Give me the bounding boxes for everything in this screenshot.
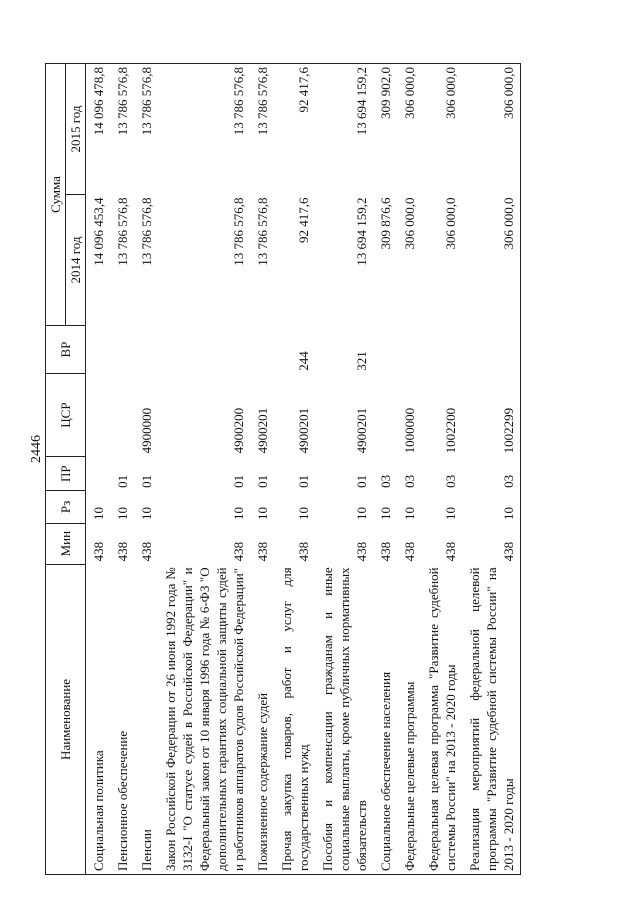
cell-pr	[86, 456, 111, 490]
header-name: Наименование	[46, 564, 86, 874]
cell-name: Пожизненное содержание судей	[255, 692, 270, 871]
cell-y2014: 13 786 576,8	[255, 197, 270, 266]
cell-name: Реализация мероприятий федеральной целевой программы "Развитие судебной системы России" на 2013 - 2020 годы	[467, 567, 516, 871]
table-row	[134, 64, 158, 875]
table-row	[421, 64, 462, 875]
cell-y2014: 306 000,0	[501, 197, 516, 250]
budget-table	[45, 63, 521, 875]
cell-min: 438	[443, 541, 458, 562]
table-body	[86, 64, 521, 875]
page-number: 2446	[29, 435, 44, 463]
cell-y2014: 13 786 576,8	[139, 197, 154, 266]
cell-vr	[397, 325, 421, 373]
header-sum: Сумма	[46, 64, 66, 326]
cell-name: Прочая закупка товаров, работ и услуг для государственных нужд	[279, 567, 311, 871]
cell-csr	[110, 374, 134, 457]
cell-min: 438	[402, 541, 417, 562]
cell-y2014: 306 000,0	[402, 197, 417, 250]
cell-rz: 10	[115, 507, 130, 521]
cell-min: 438	[139, 541, 154, 562]
cell-csr: 4900201	[296, 407, 311, 454]
cell-vr	[86, 325, 111, 373]
cell-csr: 1000000	[402, 407, 417, 454]
header-2014: 2014 год	[66, 195, 86, 326]
cell-min: 438	[378, 541, 393, 562]
cell-pr: 03	[402, 474, 417, 488]
cell-y2015: 14 096 478,8	[91, 67, 106, 136]
cell-y2014: 13 786 576,8	[231, 197, 246, 266]
cell-pr: 01	[231, 474, 246, 488]
cell-y2015: 13 786 576,8	[255, 67, 270, 136]
cell-csr: 4900201	[255, 407, 270, 454]
cell-vr	[110, 325, 134, 373]
cell-csr: 1002200	[443, 407, 458, 454]
cell-y2015: 306 000,0	[443, 67, 458, 119]
cell-csr: 4900201	[354, 407, 369, 454]
table-row	[110, 64, 134, 875]
cell-csr: 1002299	[501, 407, 516, 454]
cell-rz: 10	[402, 507, 417, 521]
cell-rz: 10	[501, 507, 516, 521]
cell-y2014: 309 876,6	[378, 197, 393, 250]
cell-csr: 4900000	[139, 407, 154, 454]
table-row	[158, 64, 250, 875]
cell-vr	[462, 325, 521, 373]
header-rz: Рз	[46, 491, 86, 523]
cell-vr: 244	[296, 351, 311, 371]
cell-name: Пенсионное обеспечение	[115, 730, 130, 871]
cell-vr: 321	[354, 351, 369, 371]
cell-y2015: 306 000,0	[501, 67, 516, 119]
cell-pr: 01	[354, 474, 369, 488]
cell-min: 438	[501, 541, 516, 562]
table-row	[315, 64, 373, 875]
header-min: Мин	[46, 523, 86, 564]
header-csr: ЦСР	[46, 374, 86, 457]
cell-min: 438	[296, 541, 311, 562]
cell-name: Закон Российской Федерации от 26 июня 1992 года № 3132-I "О статусе судей в Российской Федерации" и Федеральный закон от 10 января 1996 года № 6-ФЗ "О дополнительных гарантиях социальной защиты судей и работников аппаратов судов Российской Федерации"	[163, 567, 246, 871]
cell-pr: 03	[443, 474, 458, 488]
cell-min: 438	[255, 541, 270, 562]
cell-pr: 01	[139, 474, 154, 488]
cell-name: Федеральные целевые программы	[402, 681, 417, 871]
cell-name: Пенсии	[139, 829, 154, 871]
cell-csr: 4900200	[231, 407, 246, 454]
cell-pr: 01	[255, 474, 270, 488]
cell-rz: 10	[378, 507, 393, 521]
header-2015: 2015 год	[66, 64, 86, 195]
cell-vr	[421, 325, 462, 373]
cell-name: Пособия и компенсации гражданам и иные социальные выплаты, кроме публичных нормативных обязательств	[320, 567, 369, 871]
cell-pr: 01	[296, 474, 311, 488]
cell-csr	[86, 374, 111, 457]
cell-min: 438	[354, 541, 369, 562]
cell-y2014: 306 000,0	[443, 197, 458, 250]
cell-vr	[158, 325, 250, 373]
cell-rz: 10	[296, 507, 311, 521]
cell-min: 438	[91, 541, 106, 562]
cell-csr	[373, 374, 397, 457]
cell-y2014: 92 417,6	[296, 197, 311, 244]
cell-y2015: 13 786 576,8	[231, 67, 246, 136]
cell-rz: 10	[354, 507, 369, 521]
table-row	[86, 64, 111, 875]
cell-min: 438	[231, 541, 246, 562]
table-row	[373, 64, 397, 875]
cell-rz: 10	[231, 507, 246, 521]
cell-vr	[250, 325, 274, 373]
cell-y2014: 13 786 576,8	[115, 197, 130, 266]
table-row	[250, 64, 274, 875]
cell-y2015: 306 000,0	[402, 67, 417, 119]
cell-y2014: 14 096 453,4	[91, 197, 106, 266]
cell-vr	[134, 325, 158, 373]
cell-name: Федеральная целевая программа "Развитие судебной системы России" на 2013 - 2020 годы	[426, 567, 458, 871]
cell-min: 438	[115, 541, 130, 562]
table-row	[397, 64, 421, 875]
cell-pr: 03	[501, 474, 516, 488]
cell-rz: 10	[139, 507, 154, 521]
cell-rz: 10	[443, 507, 458, 521]
cell-y2015: 13 786 576,8	[115, 67, 130, 136]
cell-y2015: 13 786 576,8	[139, 67, 154, 136]
table-row	[462, 64, 521, 875]
header-vr: ВР	[46, 325, 86, 373]
cell-y2015: 13 694 159,2	[354, 67, 369, 136]
cell-name: Социальное обеспечение населения	[378, 671, 393, 871]
cell-y2015: 309 902,0	[378, 67, 393, 119]
cell-rz: 10	[255, 507, 270, 521]
cell-pr: 01	[115, 474, 130, 488]
header-row	[46, 64, 66, 875]
cell-rz: 10	[91, 507, 106, 521]
cell-y2014: 13 694 159,2	[354, 197, 369, 266]
table-row	[274, 64, 315, 875]
header-pr: ПР	[46, 456, 86, 490]
cell-name: Социальная политика	[91, 750, 106, 871]
cell-pr: 03	[378, 474, 393, 488]
cell-vr	[373, 325, 397, 373]
cell-y2015: 92 417,6	[296, 67, 311, 113]
